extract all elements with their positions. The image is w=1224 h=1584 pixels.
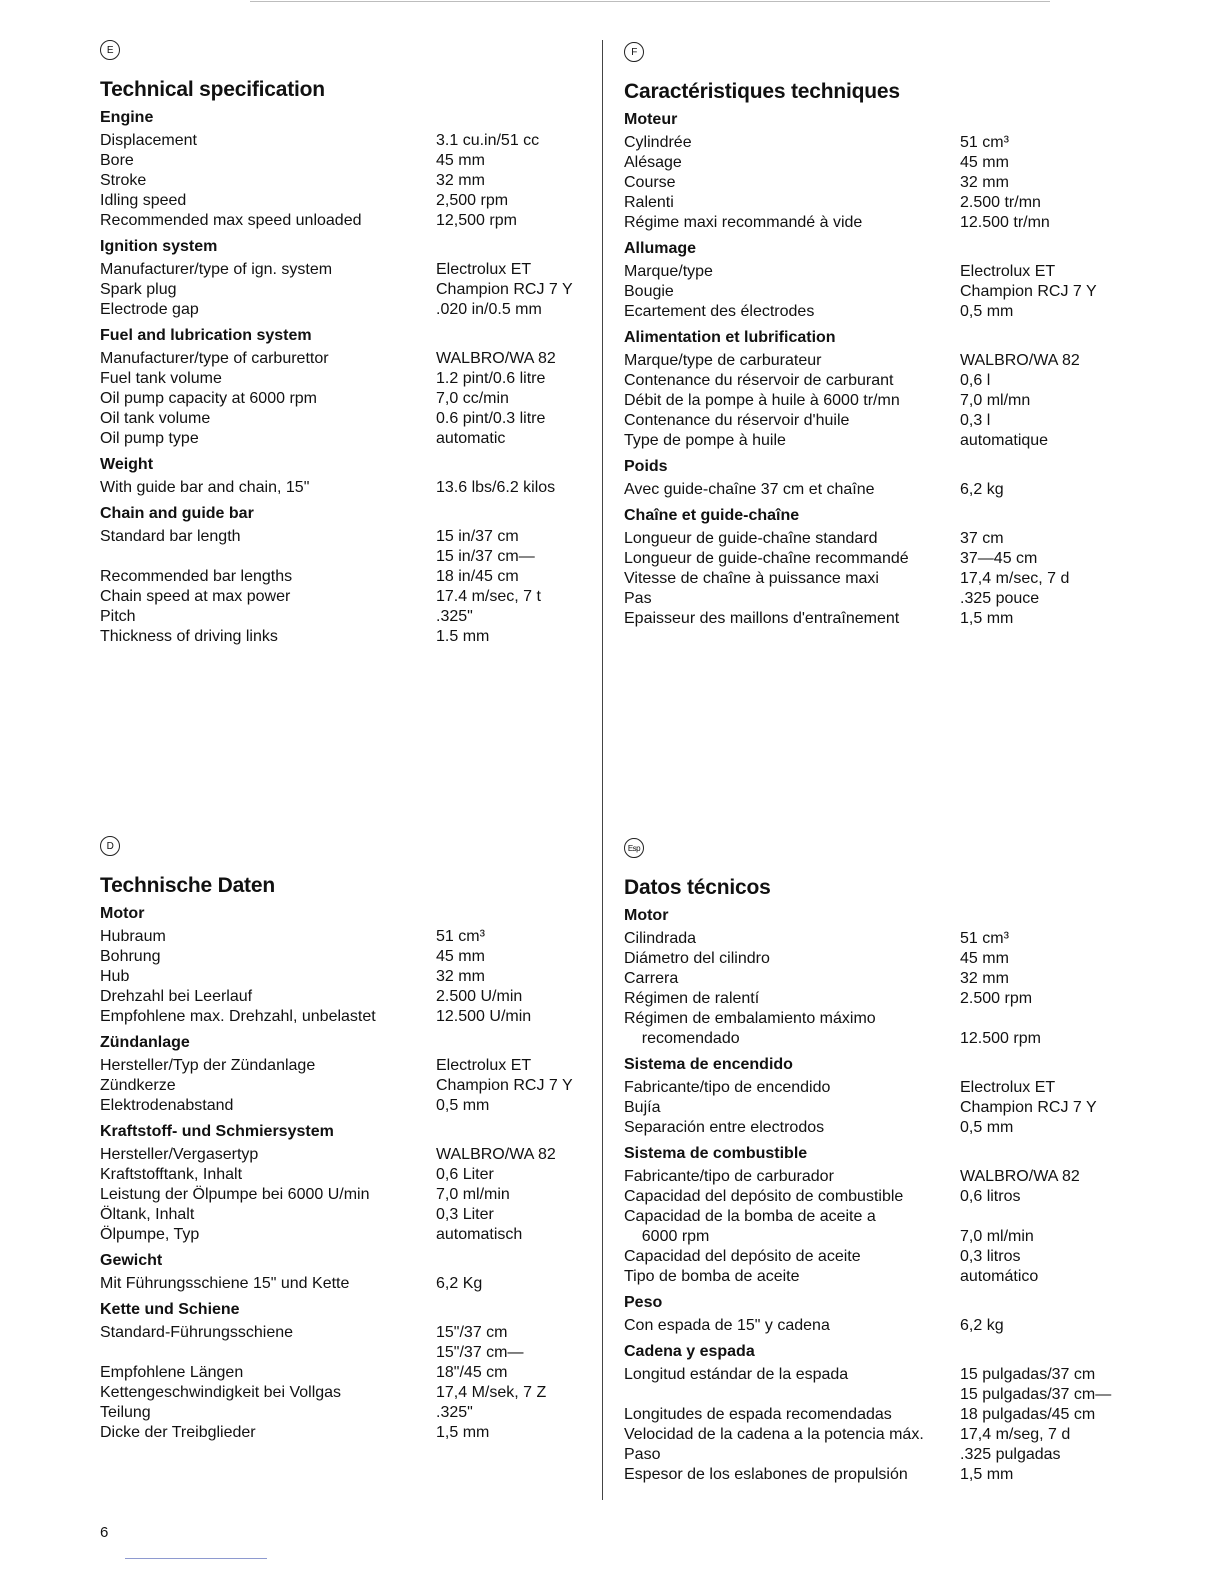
spec-label: With guide bar and chain, 15" (100, 479, 310, 496)
spec-value: 0,6 Liter (436, 1166, 494, 1183)
spec-label: Hubraum (100, 928, 166, 945)
spec-label: Marque/type de carburateur (624, 352, 822, 369)
spec-row (100, 389, 600, 409)
spec-value: 15"/37 cm— 18"/45 cm (436, 1344, 524, 1381)
spec-label: Bore (100, 152, 134, 169)
spec-row (100, 429, 600, 449)
spec-row (624, 1187, 1124, 1207)
spec-label: Pitch (100, 608, 136, 625)
group-title: Kette und Schiene (100, 1301, 240, 1318)
spec-value: 12.500 rpm (960, 1030, 1041, 1047)
spec-row (624, 529, 1124, 549)
spec-label: Paso (624, 1446, 661, 1463)
section-spanish (624, 838, 1124, 1485)
spec-value: 0,3 l (960, 412, 991, 429)
spec-label: Régimen de embalamiento máximo recomendado (624, 1010, 876, 1047)
spec-row (624, 969, 1124, 989)
group-title: Motor (624, 907, 669, 924)
spec-row (624, 929, 1124, 949)
column-divider (602, 40, 603, 1500)
spec-row (100, 1225, 600, 1245)
spec-row (624, 1207, 1124, 1247)
spec-label: Mit Führungsschiene 15" und Kette (100, 1275, 350, 1292)
spec-label: Fabricante/tipo de carburador (624, 1168, 834, 1185)
spec-value: 0,5 mm (436, 1097, 490, 1114)
language-badge: Esp (624, 838, 644, 858)
spec-label: Cylindrée (624, 134, 692, 151)
spec-value: 45 mm (436, 152, 485, 169)
spec-row (624, 411, 1124, 431)
spec-label: Con espada de 15" y cadena (624, 1317, 830, 1334)
spec-value: Electrolux ET (436, 1057, 532, 1074)
spec-value: 37 cm (960, 530, 1004, 547)
group-title: Engine (100, 109, 154, 126)
group-title: Allumage (624, 240, 697, 257)
spec-row (100, 369, 600, 389)
spec-value: Electrolux ET (436, 261, 532, 278)
spec-label: Oil pump type (100, 430, 199, 447)
group-title: Motor (100, 905, 145, 922)
spec-value: 7,0 ml/mn (960, 392, 1031, 409)
spec-label: Spark plug (100, 281, 177, 298)
spec-value: 0,5 mm (960, 1119, 1014, 1136)
spec-value: Champion RCJ 7 Y (960, 1099, 1097, 1116)
spec-label: Fabricante/tipo de encendido (624, 1079, 831, 1096)
spec-row (624, 153, 1124, 173)
spec-row (624, 1078, 1124, 1098)
spec-row (624, 302, 1124, 322)
group-title: Moteur (624, 111, 678, 128)
spec-value: 0,6 litros (960, 1188, 1021, 1205)
spec-label: Bohrung (100, 948, 161, 965)
spec-label: Contenance du réservoir de carburant (624, 372, 894, 389)
spec-row (100, 1145, 600, 1165)
spec-row (624, 480, 1124, 500)
spec-row (624, 1365, 1124, 1385)
spec-label: Marque/type (624, 263, 713, 280)
group-title: Fuel and lubrication system (100, 327, 312, 344)
spec-value: .325" (436, 608, 473, 625)
spec-label: Oil tank volume (100, 410, 211, 427)
group-title: Weight (100, 456, 154, 473)
group-title: Poids (624, 458, 668, 475)
spec-value: 7,0 ml/min (960, 1228, 1034, 1245)
spec-value: 45 mm (436, 948, 485, 965)
spec-value: automatisch (436, 1226, 523, 1243)
spec-label: Empfohlene max. Drehzahl, unbelastet (100, 1008, 376, 1025)
spec-row (100, 987, 600, 1007)
spec-value: WALBRO/WA 82 (436, 350, 556, 367)
spec-row (100, 131, 600, 151)
spec-value: 0,3 litros (960, 1248, 1021, 1265)
spec-value: Electrolux ET (960, 1079, 1056, 1096)
section-french (624, 42, 1124, 629)
spec-row (624, 133, 1124, 153)
spec-label: Longitudes de espada recomendadas (624, 1406, 892, 1423)
spec-row (624, 213, 1124, 233)
spec-value: 15"/37 cm (436, 1324, 508, 1341)
spec-value: 32 mm (436, 172, 485, 189)
spec-label: Ecartement des électrodes (624, 303, 815, 320)
spec-row (100, 211, 600, 231)
spec-label: Elektrodenabstand (100, 1097, 234, 1114)
section-title: Datos técnicos (624, 876, 771, 899)
spec-label: Ölpumpe, Typ (100, 1226, 200, 1243)
spec-value: 2.500 U/min (436, 988, 523, 1005)
spec-row (624, 1385, 1124, 1425)
spec-row (100, 1056, 600, 1076)
spec-row (100, 607, 600, 627)
spec-row (624, 1465, 1124, 1485)
spec-label: Standard-Führungsschiene (100, 1324, 294, 1341)
spec-row (100, 151, 600, 171)
spec-value: 0.6 pint/0.3 litre (436, 410, 546, 427)
spec-value: automatique (960, 432, 1049, 449)
spec-label: Tipo de bomba de aceite (624, 1268, 800, 1285)
spec-row (624, 609, 1124, 629)
section-german (100, 836, 600, 1443)
spec-value: WALBRO/WA 82 (436, 1146, 556, 1163)
spec-row (624, 569, 1124, 589)
spec-row (100, 191, 600, 211)
spec-label: Teilung (100, 1404, 151, 1421)
spec-label: Velocidad de la cadena a la potencia máx. (624, 1426, 924, 1443)
spec-value: Champion RCJ 7 Y (436, 1077, 573, 1094)
spec-row (624, 173, 1124, 193)
section-title: Technical specification (100, 78, 325, 101)
spec-row (624, 391, 1124, 411)
spec-row (624, 1118, 1124, 1138)
section-english (100, 40, 600, 647)
spec-row (624, 1098, 1124, 1118)
spec-label: Manufacturer/type of carburettor (100, 350, 329, 367)
spec-row (100, 947, 600, 967)
spec-label: Cilindrada (624, 930, 697, 947)
group-title: Ignition system (100, 238, 218, 255)
spec-label: Recommended bar lengths (100, 568, 293, 585)
spec-row (100, 1323, 600, 1343)
spec-label: Hub (100, 968, 130, 985)
spec-label: Epaisseur des maillons d'entraînement (624, 610, 900, 627)
spec-value: 1.2 pint/0.6 litre (436, 370, 546, 387)
spec-label: Longueur de guide-chaîne recommandé (624, 550, 909, 567)
spec-value: 3.1 cu.in/51 cc (436, 132, 540, 149)
section-title: Caractéristiques techniques (624, 80, 900, 103)
spec-row (100, 1185, 600, 1205)
spec-label: Pas (624, 590, 652, 607)
spec-value: 2.500 rpm (960, 990, 1033, 1007)
spec-label: Capacidad del depósito de aceite (624, 1248, 861, 1265)
spec-value: 12,500 rpm (436, 212, 517, 229)
spec-label: Leistung der Ölpumpe bei 6000 U/min (100, 1186, 370, 1203)
spec-row (624, 1009, 1124, 1049)
spec-value: 32 mm (960, 174, 1009, 191)
spec-label: Régimen de ralentí (624, 990, 760, 1007)
spec-row (624, 949, 1124, 969)
spec-label: Idling speed (100, 192, 187, 209)
spec-row (624, 1267, 1124, 1287)
spec-value: 6,2 kg (960, 481, 1004, 498)
spec-row (100, 627, 600, 647)
spec-value: 15 in/37 cm— 18 in/45 cm (436, 548, 535, 585)
spec-value: 7,0 ml/min (436, 1186, 510, 1203)
spec-row (100, 1423, 600, 1443)
spec-label: Hersteller/Vergasertyp (100, 1146, 259, 1163)
spec-row (100, 1165, 600, 1185)
spec-value: 15 in/37 cm (436, 528, 519, 545)
spec-row (624, 1247, 1124, 1267)
spec-label: Oil pump capacity at 6000 rpm (100, 390, 317, 407)
spec-value: 17,4 m/sec, 7 d (960, 570, 1070, 587)
spec-row (100, 1274, 600, 1294)
spec-value: 17,4 m/seg, 7 d (960, 1426, 1071, 1443)
spec-value: automatic (436, 430, 506, 447)
spec-value: .325 pulgadas (960, 1446, 1061, 1463)
spec-row (100, 300, 600, 320)
spec-label: Diámetro del cilindro (624, 950, 770, 967)
group-title: Alimentation et lubrification (624, 329, 836, 346)
spec-label: Ralenti (624, 194, 674, 211)
spec-row (100, 349, 600, 369)
spec-row (624, 282, 1124, 302)
spec-row (100, 927, 600, 947)
spec-value: .325" (436, 1404, 473, 1421)
spec-label: Stroke (100, 172, 147, 189)
spec-label: Espesor de los eslabones de propulsión (624, 1466, 908, 1483)
spec-value: WALBRO/WA 82 (960, 1168, 1080, 1185)
spec-row (100, 171, 600, 191)
spec-label: Capacidad de la bomba de aceite a 6000 rpm (624, 1208, 876, 1245)
spec-value: .325 pouce (960, 590, 1040, 607)
spec-value: 51 cm³ (960, 134, 1009, 151)
spec-value: WALBRO/WA 82 (960, 352, 1080, 369)
spec-row (100, 1205, 600, 1225)
spec-label: Carrera (624, 970, 679, 987)
spec-row (100, 409, 600, 429)
spec-label: Standard bar length (100, 528, 241, 545)
spec-label: Kraftstofftank, Inhalt (100, 1166, 243, 1183)
language-badge: D (100, 836, 120, 856)
spec-value: 7,0 cc/min (436, 390, 509, 407)
spec-value: 13.6 lbs/6.2 kilos (436, 479, 556, 496)
spec-value: 0,6 l (960, 372, 991, 389)
spec-row (624, 989, 1124, 1009)
spec-row (100, 1343, 600, 1383)
top-rule (250, 1, 1050, 2)
spec-label: Displacement (100, 132, 197, 149)
spec-label: Bougie (624, 283, 674, 300)
spec-label: Dicke der Treibglieder (100, 1424, 256, 1441)
spec-row (624, 1167, 1124, 1187)
spec-value: 15 pulgadas/37 cm (960, 1366, 1096, 1383)
spec-value: 45 mm (960, 950, 1009, 967)
spec-label: Hersteller/Typ der Zündanlage (100, 1057, 316, 1074)
spec-label: Bujía (624, 1099, 661, 1116)
spec-value: 1,5 mm (960, 1466, 1014, 1483)
group-title: Gewicht (100, 1252, 163, 1269)
spec-value: 32 mm (436, 968, 485, 985)
spec-row (100, 1007, 600, 1027)
spec-row (100, 1076, 600, 1096)
spec-value: Electrolux ET (960, 263, 1056, 280)
group-title: Sistema de encendido (624, 1056, 793, 1073)
spec-label: Separación entre electrodos (624, 1119, 825, 1136)
group-title: Zündanlage (100, 1034, 190, 1051)
spec-label: Capacidad del depósito de combustible (624, 1188, 904, 1205)
spec-row (624, 1425, 1124, 1445)
spec-label: Kettengeschwindigkeit bei Vollgas (100, 1384, 342, 1401)
spec-row (100, 478, 600, 498)
spec-label: Zündkerze (100, 1077, 176, 1094)
spec-value: .020 in/0.5 mm (436, 301, 542, 318)
spec-label: Empfohlene Längen (100, 1364, 244, 1381)
spec-value: 51 cm³ (436, 928, 485, 945)
spec-value: 1,5 mm (960, 610, 1014, 627)
spec-row (100, 587, 600, 607)
group-title: Sistema de combustible (624, 1145, 808, 1162)
spec-label: Débit de la pompe à huile à 6000 tr/mn (624, 392, 900, 409)
language-badge: F (624, 42, 644, 62)
spec-value: 45 mm (960, 154, 1009, 171)
spec-label: Type de pompe à huile (624, 432, 786, 449)
spec-value: 1.5 mm (436, 628, 490, 645)
spec-row (624, 371, 1124, 391)
spec-label: Régime maxi recommandé à vide (624, 214, 863, 231)
spec-value: 0,3 Liter (436, 1206, 494, 1223)
spec-value: 12.500 U/min (436, 1008, 532, 1025)
section-title: Technische Daten (100, 874, 275, 897)
spec-label: Recommended max speed unloaded (100, 212, 362, 229)
spec-value: automático (960, 1268, 1039, 1285)
spec-value: 1,5 mm (436, 1424, 490, 1441)
spec-row (100, 1096, 600, 1116)
spec-label: Chain speed at max power (100, 588, 291, 605)
spec-value: 32 mm (960, 970, 1009, 987)
group-title: Cadena y espada (624, 1343, 755, 1360)
spec-label: Course (624, 174, 676, 191)
spec-label: Alésage (624, 154, 682, 171)
spec-label: Fuel tank volume (100, 370, 222, 387)
spec-row (100, 527, 600, 547)
spec-row (100, 1383, 600, 1403)
spec-row (624, 351, 1124, 371)
spec-label: Thickness of driving links (100, 628, 278, 645)
spec-value: 17.4 m/sec, 7 t (436, 588, 541, 605)
spec-value: 37—45 cm (960, 550, 1038, 567)
language-badge: E (100, 40, 120, 60)
spec-value: 6,2 kg (960, 1317, 1004, 1334)
group-title: Chaîne et guide-chaîne (624, 507, 800, 524)
group-title: Chain and guide bar (100, 505, 254, 522)
spec-label: Longitud estándar de la espada (624, 1366, 849, 1383)
spec-row (100, 547, 600, 587)
spec-value: 17,4 M/sek, 7 Z (436, 1384, 547, 1401)
spec-row (100, 967, 600, 987)
spec-value: 6,2 Kg (436, 1275, 483, 1292)
spec-label: Longueur de guide-chaîne standard (624, 530, 878, 547)
page-number: 6 (100, 1524, 109, 1541)
spec-label: Avec guide-chaîne 37 cm et chaîne (624, 481, 875, 498)
spec-row (624, 193, 1124, 213)
spec-row (624, 1445, 1124, 1465)
spec-value: Champion RCJ 7 Y (960, 283, 1097, 300)
spec-value: 2.500 tr/mn (960, 194, 1041, 211)
spec-label: Electrode gap (100, 301, 199, 318)
spec-row (624, 549, 1124, 569)
spec-label: Vitesse de chaîne à puissance maxi (624, 570, 879, 587)
spec-value: 2,500 rpm (436, 192, 509, 209)
spec-value: 51 cm³ (960, 930, 1009, 947)
bottom-rule (125, 1558, 267, 1559)
spec-row (624, 262, 1124, 282)
spec-label: Drehzahl bei Leerlauf (100, 988, 253, 1005)
spec-value: 0,5 mm (960, 303, 1014, 320)
group-title: Kraftstoff- und Schmiersystem (100, 1123, 334, 1140)
spec-row (100, 1403, 600, 1423)
spec-label: Contenance du réservoir d'huile (624, 412, 850, 429)
group-title: Peso (624, 1294, 663, 1311)
spec-row (624, 589, 1124, 609)
spec-value: 12.500 tr/mn (960, 214, 1050, 231)
spec-row (100, 260, 600, 280)
spec-row (624, 431, 1124, 451)
spec-label: Öltank, Inhalt (100, 1206, 195, 1223)
spec-label: Manufacturer/type of ign. system (100, 261, 333, 278)
spec-value: 15 pulgadas/37 cm— 18 pulgadas/45 cm (960, 1386, 1112, 1423)
spec-row (100, 280, 600, 300)
spec-value: Champion RCJ 7 Y (436, 281, 573, 298)
spec-row (624, 1316, 1124, 1336)
